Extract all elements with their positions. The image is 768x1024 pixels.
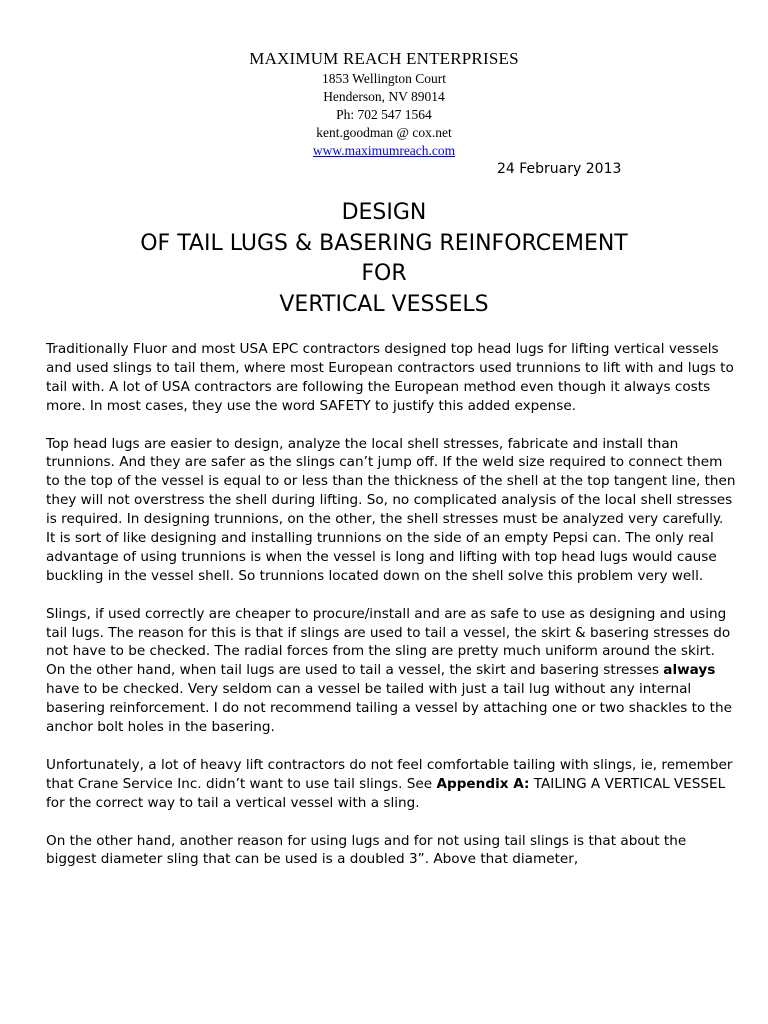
title-line-3: FOR: [361, 261, 407, 286]
appendix-reference: Appendix A:: [436, 775, 530, 792]
paragraph-3: [46, 605, 736, 737]
paragraph-4-text-b: TAILING A VERTICAL VESSEL for the correct way to tail a vertical vessel with a sling.: [46, 775, 726, 811]
paragraph-4-text-a: Unfortunately, a lot of heavy lift contractors do not feel comfortable tailing with slings, ie, remember that Crane Service Inc. didn’t want to use tail slings. See: [46, 756, 733, 792]
letterhead: [0, 48, 768, 160]
title-line-1: DESIGN: [341, 200, 427, 225]
title-line-2: OF TAIL LUGS & BASERING REINFORCEMENT: [140, 230, 628, 256]
paragraph-5: On the other hand, another reason for using lugs and for not using tail slings is that about the biggest diameter sling that can be used is a doubled 3”. Above that diameter,: [46, 832, 687, 868]
company-name: MAXIMUM REACH ENTERPRISES: [249, 49, 519, 68]
document-body: [46, 340, 736, 888]
phone-number: Ph: 702 547 1564: [336, 107, 432, 122]
paragraph-3-emphasis: always: [663, 662, 716, 679]
document-title: [0, 198, 768, 320]
title-line-4: VERTICAL VESSELS: [279, 291, 489, 317]
address-line-2: Henderson, NV 89014: [323, 89, 445, 104]
paragraph-3-text-b: have to be checked. Very seldom can a vessel be tailed with just a tail lug without any internal basering reinforcement. I do not recommend tailing a vessel by attaching one or two shackles to the anchor bolt holes in the basering.: [46, 681, 732, 736]
paragraph-2: Top head lugs are easier to design, analyze the local shell stresses, fabricate and install than trunnions. And they are safer as the slings can’t jump off. If the weld size required to connect them to the top of the vessel is equal to or less than the thickness of the shell at the top tangent line, then they will not overstress the shell during lifting. So, no complicated analysis of the local shell stresses is required. In designing trunnions, on the other, the shell stresses must be analyzed very carefully. It is sort of like designing and installing trunnions on the side of an empty Pepsi can. The only real advantage of using trunnions is when the vessel is long and lifting with top head lugs would cause buckling in the vessel shell. So trunnions located down on the shell solve this problem very well.: [46, 435, 736, 584]
address-line-1: 1853 Wellington Court: [322, 71, 446, 86]
paragraph-4: [46, 756, 736, 813]
paragraph-1: Traditionally Fluor and most USA EPC contractors designed top head lugs for lifting vertical vessels and used slings to tail them, where most European contractors used trunnions to lift with and lugs to tail with. A lot of USA contractors are following the European method even though it always costs more. In most cases, they use the word SAFETY to justify this added expense.: [46, 341, 734, 414]
website-link[interactable]: www.maximumreach.com: [312, 143, 456, 158]
email-address: kent.goodman @ cox.net: [316, 125, 452, 140]
document-date: 24 February 2013: [497, 161, 622, 177]
paragraph-3-text-a: Slings, if used correctly are cheaper to procure/install and are as safe to use as designing and using tail lugs. The reason for this is that if slings are used to tail a vessel, the skirt & basering stresses do not have to be checked. The radial forces from the sling are pretty much uniform around the skirt. On the other hand, when tail lugs are used to tail a vessel, the skirt and basering stresses: [46, 605, 731, 679]
